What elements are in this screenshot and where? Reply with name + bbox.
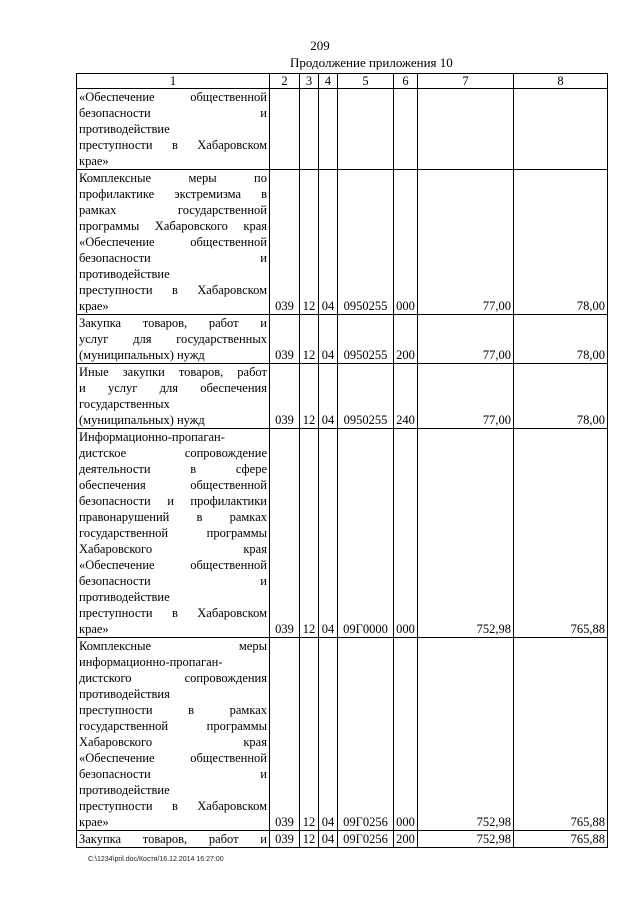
target-article-code: 09Г0256 (338, 831, 394, 848)
amount-year-1: 77,00 (418, 364, 514, 429)
admin-code: 039 (270, 315, 300, 364)
page-number: 209 (310, 38, 330, 53)
description-line: государственных (79, 397, 170, 411)
description-line: услуг для государственных (79, 332, 267, 346)
amount-year-2 (514, 89, 608, 170)
description-line: дистского сопровождения (79, 671, 267, 685)
table-row (77, 170, 608, 315)
table-row (77, 429, 608, 638)
amount-year-2: 765,88 (514, 831, 608, 848)
expense-type-code: 200 (394, 831, 418, 848)
target-article-code: 09Г0000 (338, 429, 394, 638)
description-line: крае» (79, 154, 109, 168)
description-line: Информационно-пропаган- (79, 430, 225, 444)
column-number: 8 (514, 74, 608, 89)
description-line: «Обеспечение общественной (79, 751, 267, 765)
section-code: 12 (300, 170, 319, 315)
amount-year-1: 77,00 (418, 170, 514, 315)
amount-year-1 (418, 89, 514, 170)
target-article-code: 0950255 (338, 364, 394, 429)
amount-year-2: 78,00 (514, 315, 608, 364)
subsection-code: 04 (319, 638, 338, 831)
description-line: «Обеспечение общественной (79, 90, 267, 104)
description-line: противодействие (79, 122, 170, 136)
description-line: (муниципальных) нужд (79, 348, 205, 362)
description-line: и услуг для обеспечения (79, 381, 267, 395)
column-number: 4 (319, 74, 338, 89)
description-line: крае» (79, 815, 109, 829)
expense-type-code: 000 (394, 170, 418, 315)
column-number: 7 (418, 74, 514, 89)
description-line: противодействия (79, 687, 170, 701)
description-line: программы Хабаровского края (79, 219, 267, 233)
description-line: (муниципальных) нужд (79, 413, 205, 427)
amount-year-2: 765,88 (514, 429, 608, 638)
admin-code: 039 (270, 170, 300, 315)
expense-type-code (394, 89, 418, 170)
admin-code (270, 89, 300, 170)
subsection-code: 04 (319, 429, 338, 638)
admin-code: 039 (270, 364, 300, 429)
target-article-code: 09Г0256 (338, 638, 394, 831)
description-line: безопасности и (79, 767, 267, 781)
description-line: обеспечения общественной (79, 478, 267, 492)
description-line: безопасности и (79, 106, 267, 120)
subsection-code: 04 (319, 170, 338, 315)
description-line: Комплексные меры по (79, 171, 267, 185)
description-line: преступности в Хабаровском (79, 606, 267, 620)
table-caption: Продолжение приложения 10 (290, 55, 453, 70)
column-number: 2 (270, 74, 300, 89)
description-line: Закупка товаров, работ и (79, 316, 267, 330)
description-line: противодействие (79, 267, 170, 281)
description-line: профилактике экстремизма в (79, 187, 267, 201)
description-line: «Обеспечение общественной (79, 558, 267, 572)
column-number: 3 (300, 74, 319, 89)
subsection-code: 04 (319, 831, 338, 848)
section-code: 12 (300, 429, 319, 638)
description-line: деятельности в сфере (79, 462, 267, 476)
table-row (77, 638, 608, 831)
description-line: безопасности и профилактики (79, 494, 267, 508)
amount-year-2: 78,00 (514, 170, 608, 315)
description-line: рамках государственной (79, 203, 267, 217)
description-line: правонарушений в рамках (79, 510, 267, 524)
description-line: Комплексные меры (79, 639, 267, 653)
budget-table (76, 73, 608, 848)
target-article-code (338, 89, 394, 170)
description-line: государственной программы (79, 719, 267, 733)
column-number: 1 (77, 74, 270, 89)
table-row (77, 831, 608, 848)
description-line: Иные закупки товаров, работ (79, 365, 267, 379)
row-description (77, 364, 270, 429)
row-description (77, 170, 270, 315)
description-line: безопасности и (79, 251, 267, 265)
admin-code: 039 (270, 831, 300, 848)
amount-year-1: 752,98 (418, 831, 514, 848)
description-line: противодействие (79, 783, 170, 797)
description-line: крае» (79, 622, 109, 636)
subsection-code (319, 89, 338, 170)
row-description (77, 429, 270, 638)
description-line: информационно-пропаган- (79, 655, 223, 669)
table-row (77, 89, 608, 170)
section-code: 12 (300, 638, 319, 831)
section-code: 12 (300, 364, 319, 429)
row-description (77, 89, 270, 170)
target-article-code: 0950255 (338, 170, 394, 315)
admin-code: 039 (270, 429, 300, 638)
column-number: 6 (394, 74, 418, 89)
description-line: преступности в Хабаровском (79, 138, 267, 152)
description-line: дистское сопровождение (79, 446, 267, 460)
subsection-code: 04 (319, 364, 338, 429)
section-code: 12 (300, 315, 319, 364)
description-line: преступности в Хабаровском (79, 799, 267, 813)
section-code (300, 89, 319, 170)
amount-year-1: 752,98 (418, 429, 514, 638)
subsection-code: 04 (319, 315, 338, 364)
description-line: крае» (79, 299, 109, 313)
expense-type-code: 000 (394, 638, 418, 831)
description-line: преступности в рамках (79, 703, 267, 717)
description-line: «Обеспечение общественной (79, 235, 267, 249)
table-row (77, 364, 608, 429)
section-code: 12 (300, 831, 319, 848)
table-row (77, 315, 608, 364)
amount-year-1: 752,98 (418, 638, 514, 831)
amount-year-1: 77,00 (418, 315, 514, 364)
amount-year-2: 765,88 (514, 638, 608, 831)
description-line: Хабаровского края (79, 735, 267, 749)
description-line: безопасности и (79, 574, 267, 588)
row-description (77, 315, 270, 364)
expense-type-code: 200 (394, 315, 418, 364)
description-line: Хабаровского края (79, 542, 267, 556)
row-description (77, 638, 270, 831)
expense-type-code: 000 (394, 429, 418, 638)
admin-code: 039 (270, 638, 300, 831)
description-line: противодействие (79, 590, 170, 604)
expense-type-code: 240 (394, 364, 418, 429)
column-number-row (77, 74, 608, 89)
target-article-code: 0950255 (338, 315, 394, 364)
description-line: преступности в Хабаровском (79, 283, 267, 297)
amount-year-2: 78,00 (514, 364, 608, 429)
row-description (77, 831, 270, 848)
description-line: Закупка товаров, работ и (79, 832, 267, 846)
file-path-footer: C:\1234\pril.doc/Костя/16.12.2014 16:27:00 (88, 856, 224, 863)
description-line: государственной программы (79, 526, 267, 540)
column-number: 5 (338, 74, 394, 89)
